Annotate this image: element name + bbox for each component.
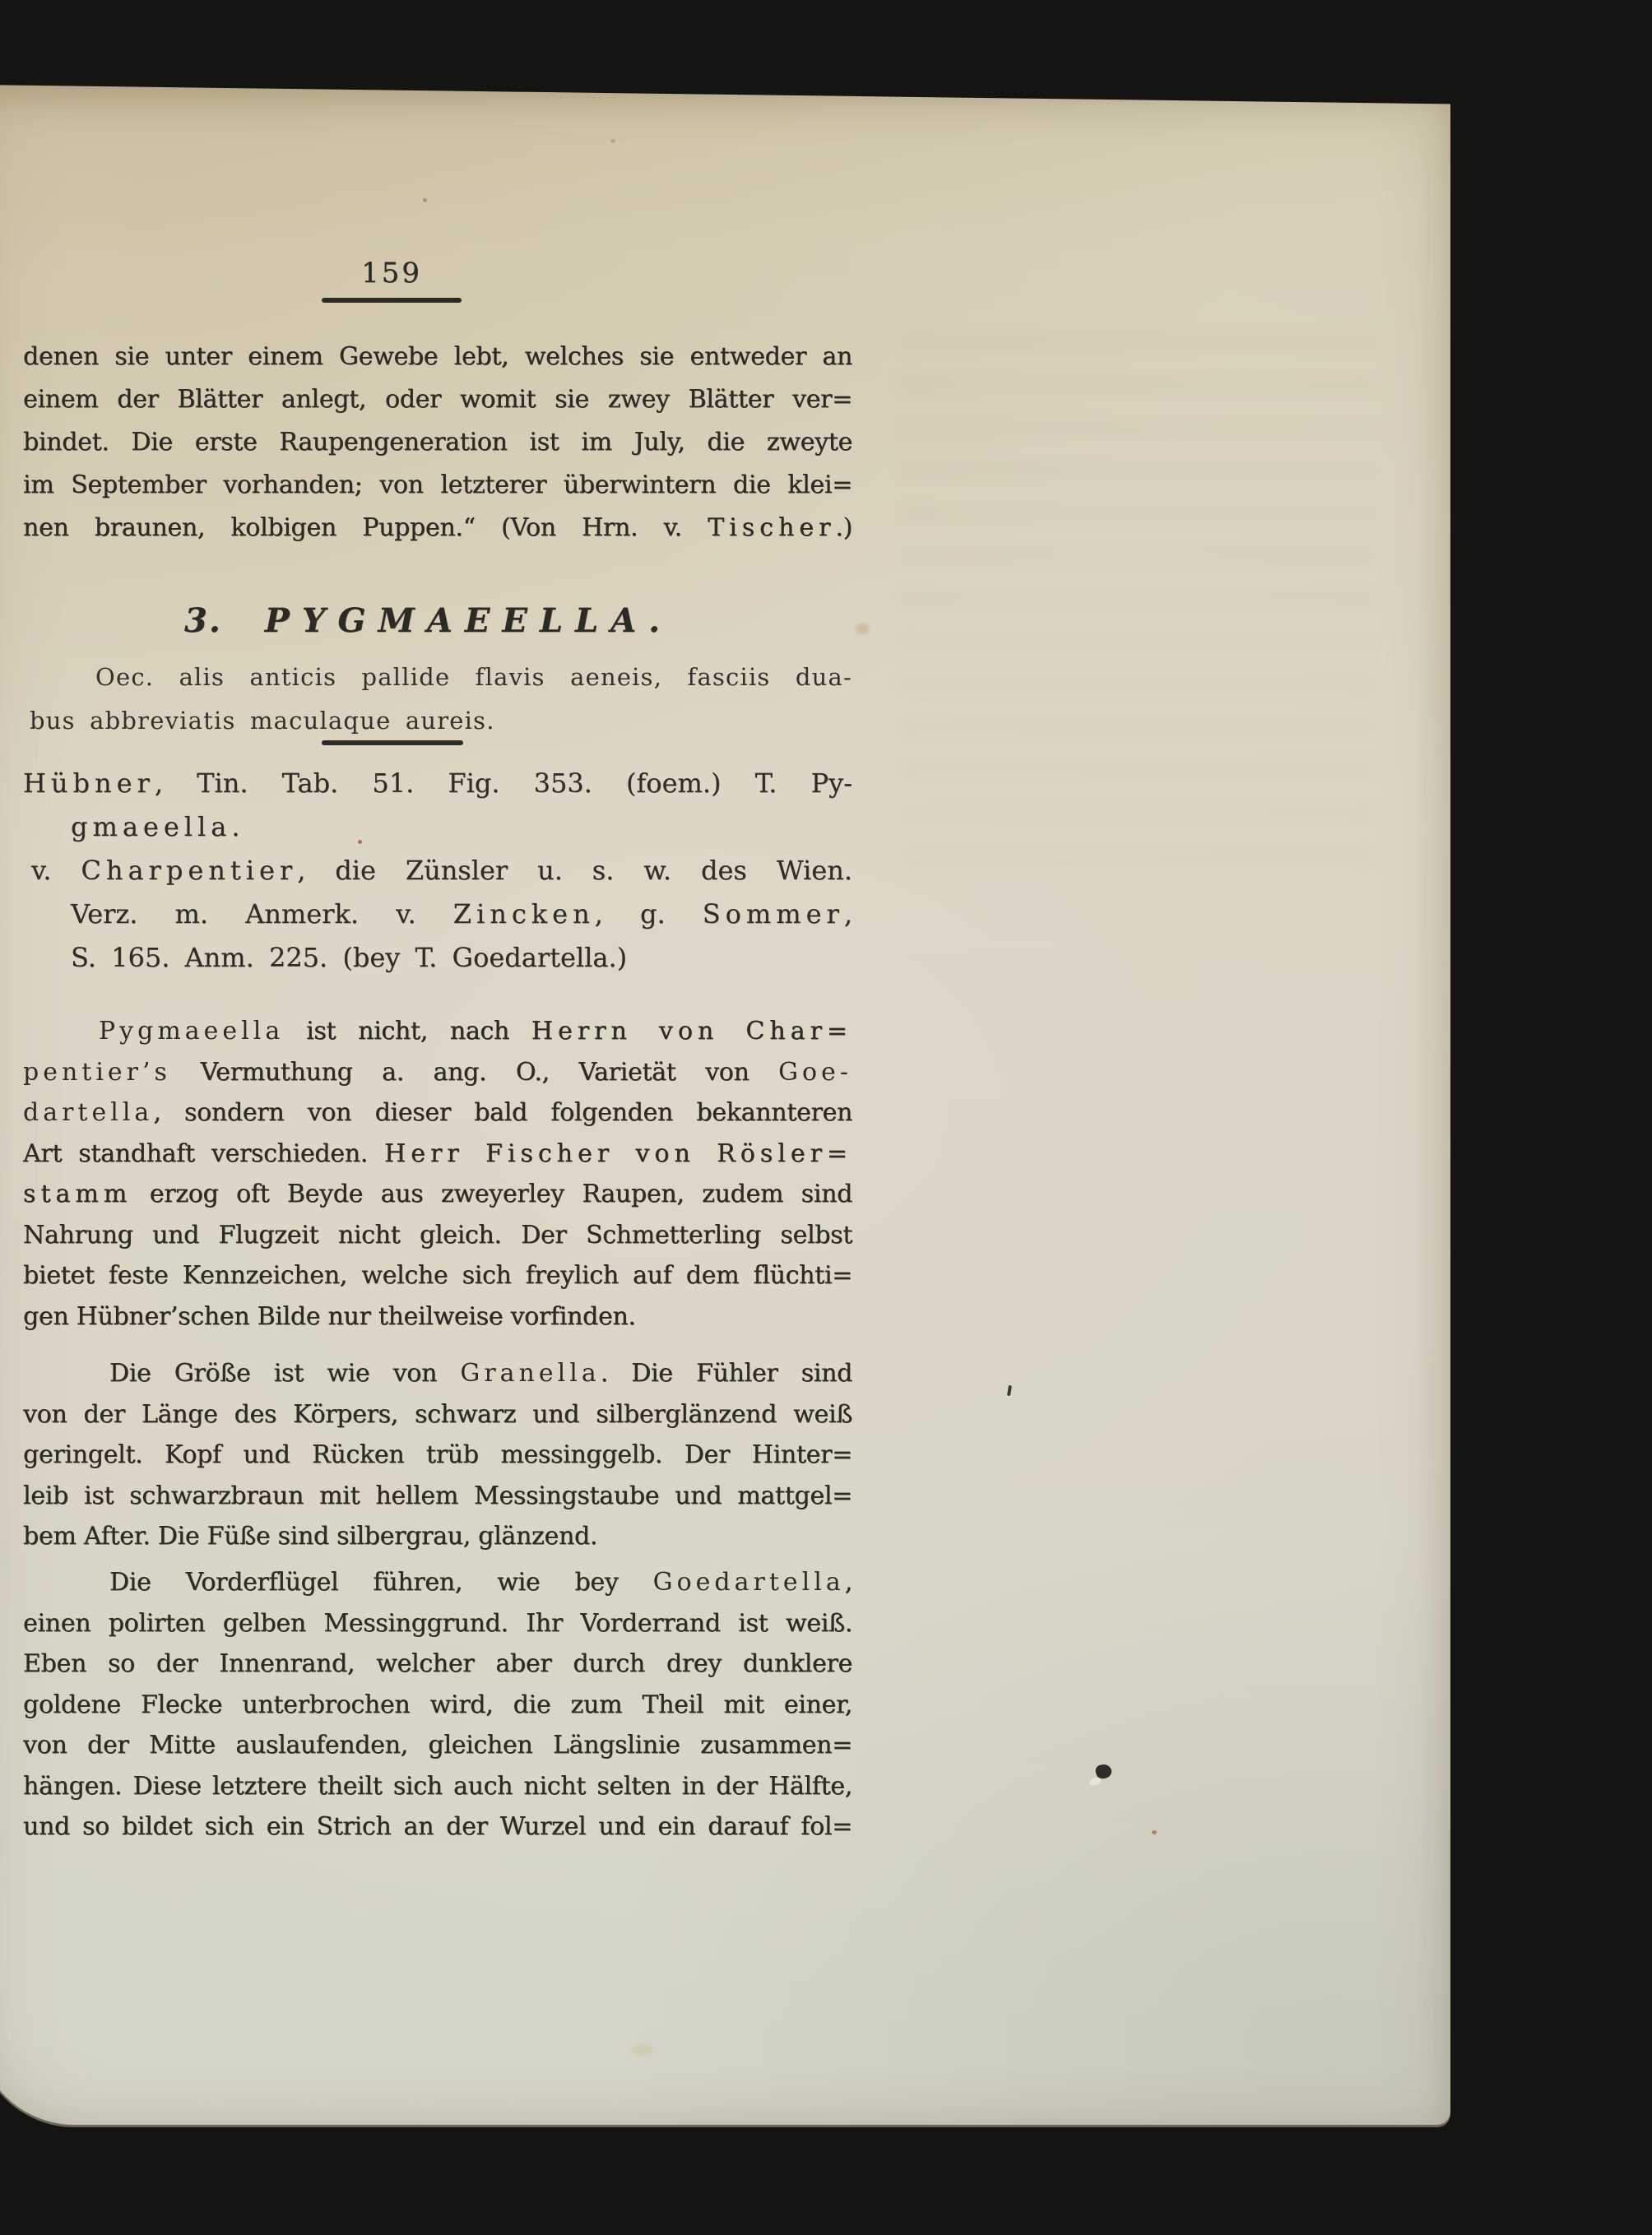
- reference-line: gmaeella.: [71, 811, 240, 842]
- page-number: 159: [361, 257, 422, 290]
- references: [23, 762, 852, 980]
- text-line: stamm erzog oft Beyde aus zweyerley Raupen, zudem sind: [23, 1180, 852, 1208]
- paper-speck: [423, 198, 427, 202]
- text-line: von der Länge des Körpers, schwarz und silberglänzend weiß: [23, 1399, 852, 1429]
- species-heading: [184, 601, 852, 640]
- text-line: einem der Blätter anlegt, oder womit sie zwey Blätter ver=: [23, 385, 852, 414]
- text-line: Eben so der Innenrand, welcher aber durch drey dunklere: [23, 1649, 852, 1678]
- species-name: PYGMAEELLA.: [264, 601, 673, 640]
- text-line: dartella, sondern von dieser bald folgenden bekannteren: [23, 1098, 852, 1127]
- text-line: denen sie unter einem Gewebe lebt, welches sie entweder an: [23, 342, 852, 371]
- paper-speck: [610, 139, 615, 143]
- text-line: bietet feste Kennzeichen, welche sich freylich auf dem flüchti=: [23, 1261, 852, 1290]
- reverse-side-show-through: [898, 332, 1376, 874]
- text-line: leib ist schwarzbraun mit hellem Messingstaube und mattgel=: [23, 1481, 852, 1510]
- text-line: Art standhaft verschieden. Herr Fischer von Rösler=: [23, 1138, 852, 1168]
- reference-line: Verz. m. Anmerk. v. Zincken, g. Sommer,: [71, 898, 853, 930]
- paragraph-description-body: [23, 1353, 852, 1557]
- text-line: Die Größe ist wie von Granella. Die Fühler sind: [109, 1359, 852, 1388]
- reference-line: S. 165. Anm. 225. (bey T. Goedartella.): [71, 942, 628, 973]
- text-line: gen Hübner’schen Bilde nur theilweise vorfinden.: [23, 1301, 636, 1331]
- paragraph-description-wings: [23, 1562, 852, 1848]
- text-line: hängen. Diese letztere theilt sich auch nicht selten in der Hälfte,: [23, 1771, 852, 1801]
- latin-diagnosis: [23, 656, 852, 743]
- reference-line: Hübner, Tin. Tab. 51. Fig. 353. (foem.) T. Py-: [23, 767, 852, 799]
- text-line: Die Vorderflügel führen, wie bey Goedartella,: [109, 1568, 852, 1597]
- stray-ink-tick: [1007, 1385, 1012, 1396]
- species-number: 3.: [184, 601, 222, 640]
- paragraph-discussion: [23, 1011, 852, 1337]
- text-line: bem After. Die Füße sind silbergrau, glänzend.: [23, 1522, 598, 1551]
- page-top-curve-shadow: [0, 15, 1652, 106]
- text-line: nen braunen, kolbigen Puppen.“ (Von Hrn. v. Tischer.): [23, 513, 852, 542]
- paper-speck: [358, 840, 362, 844]
- book-page: [0, 85, 1450, 2125]
- paragraph-continuation: [23, 336, 852, 549]
- text-line: und so bildet sich ein Strich an der Wurzel und ein darauf fol=: [23, 1812, 852, 1841]
- page-number-rule: [322, 298, 462, 303]
- text-line: einen polirten gelben Messinggrund. Ihr Vorderrand ist weiß.: [23, 1608, 852, 1638]
- reference-line: v. Charpentier, die Zünsler u. s. w. des Wien.: [31, 855, 853, 886]
- paper-speck: [1152, 1830, 1157, 1834]
- text-line: im September vorhanden; von letzterer überwintern die klei=: [23, 471, 852, 499]
- text-line: Oec. alis anticis pallide flavis aeneis, fasciis dua-: [95, 663, 852, 691]
- text-line: von der Mitte auslaufenden, gleichen Längslinie zusammen=: [23, 1731, 852, 1760]
- text-line: Pygmaeella ist nicht, nach Herrn von Char=: [99, 1017, 852, 1046]
- text-line: geringelt. Kopf und Rücken trüb messinggelb. Der Hinter=: [23, 1440, 852, 1469]
- paper-stain: [632, 2044, 654, 2056]
- section-rule: [322, 740, 463, 745]
- text-line: bindet. Die erste Raupengeneration ist im July, die zweyte: [23, 428, 852, 457]
- text-line: bus abbreviatis maculaque aureis.: [30, 707, 495, 735]
- paper-smudge: [856, 624, 870, 634]
- text-line: Nahrung und Flugzeit nicht gleich. Der Schmetterling selbst: [23, 1220, 852, 1250]
- text-line: pentier’s Vermuthung a. ang. O., Varietät von Goe-: [23, 1057, 852, 1087]
- text-line: goldene Flecke unterbrochen wird, die zum Theil mit einer,: [23, 1690, 852, 1719]
